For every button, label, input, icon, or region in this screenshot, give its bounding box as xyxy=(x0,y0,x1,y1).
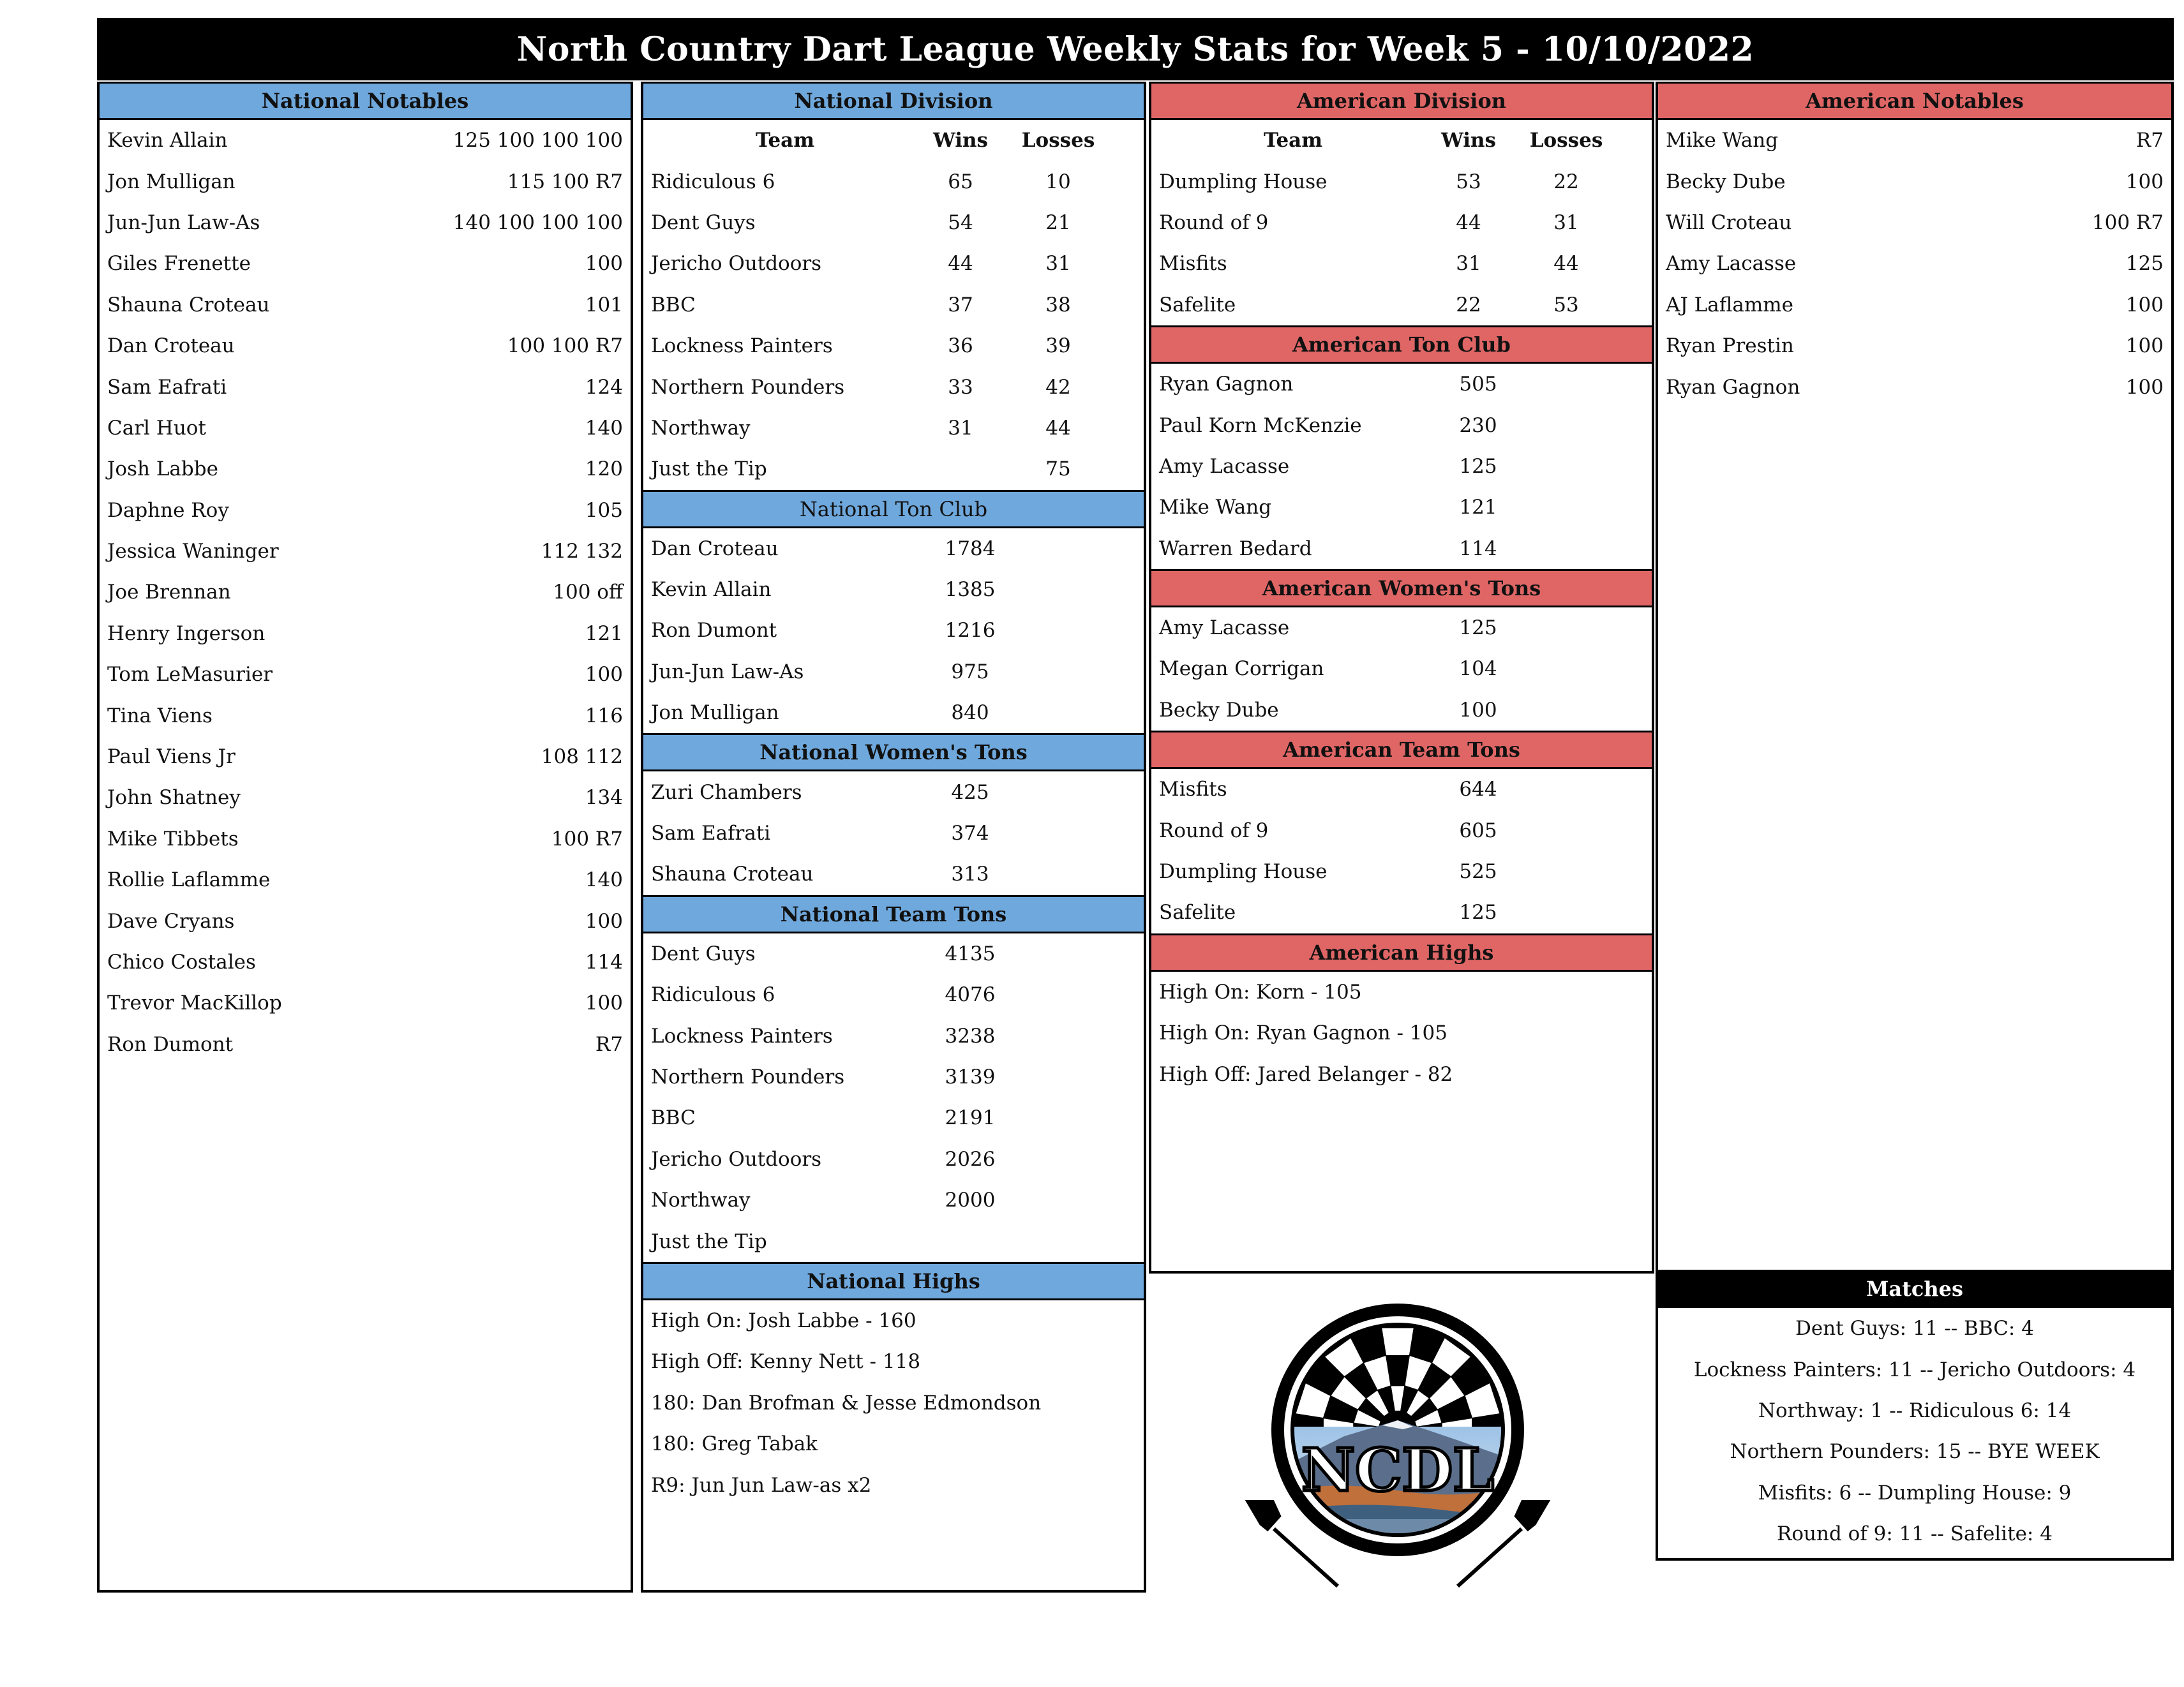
losses-column-header: Losses xyxy=(1529,129,1603,152)
stat-value: 644 xyxy=(1459,778,1497,801)
stat-value: 3238 xyxy=(945,1024,996,1048)
american-division-header: American Division xyxy=(1151,82,1652,120)
stat-value: 134 xyxy=(585,786,623,810)
american-highs-list xyxy=(1151,972,1652,1095)
list-item xyxy=(1151,364,1652,405)
list-item xyxy=(643,692,1144,733)
table-row xyxy=(643,449,1144,489)
player-name: Dave Cryans xyxy=(107,909,235,933)
dartboard-logo-icon xyxy=(1236,1299,1560,1593)
player-name: Dan Croteau xyxy=(651,537,779,560)
player-name: Jon Mulligan xyxy=(651,701,779,725)
losses-value: 44 xyxy=(1553,252,1579,276)
player-name: Paul Viens Jr xyxy=(107,745,236,769)
list-item xyxy=(100,736,631,777)
list-item xyxy=(1658,285,2171,325)
losses-value: 38 xyxy=(1045,293,1071,316)
national-ton-club-header: National Ton Club xyxy=(643,490,1144,528)
table-row xyxy=(1151,161,1652,202)
list-item xyxy=(100,777,631,818)
losses-value: 53 xyxy=(1553,293,1579,316)
list-item xyxy=(1151,690,1652,731)
player-name: Will Croteau xyxy=(1666,211,1792,234)
list-item xyxy=(1151,769,1652,810)
team-name: Northway xyxy=(651,416,751,440)
list-item: High Off: Kenny Nett - 118 xyxy=(651,1350,921,1374)
losses-value: 31 xyxy=(1045,252,1071,276)
list-item xyxy=(643,1180,1144,1221)
player-name: Henry Ingerson xyxy=(107,621,266,645)
stat-value: 100 xyxy=(585,663,623,687)
stat-value: 125 xyxy=(1459,454,1497,478)
player-name: Becky Dube xyxy=(1159,698,1279,722)
stat-value: R7 xyxy=(595,1032,623,1056)
american-ton-club-header: American Ton Club xyxy=(1151,325,1652,364)
stat-value: 840 xyxy=(951,701,989,725)
player-name: Megan Corrigan xyxy=(1159,657,1324,681)
stat-value: 100 off xyxy=(553,581,623,604)
losses-value: 22 xyxy=(1553,170,1579,193)
stat-value: 100 xyxy=(2125,334,2164,358)
team-name: Just the Tip xyxy=(651,457,767,481)
national-notables-header: National Notables xyxy=(100,82,631,120)
logo-text: NCDL xyxy=(1301,1436,1494,1505)
player-name: Ron Dumont xyxy=(107,1032,234,1056)
losses-value: 44 xyxy=(1045,416,1071,440)
list-item xyxy=(1151,607,1652,648)
national-team-tons-list xyxy=(643,933,1144,1262)
player-name: Kevin Allain xyxy=(651,578,772,602)
american-notables-header: American Notables xyxy=(1658,82,2171,120)
player-name: Warren Bedard xyxy=(1159,537,1312,560)
list-item: 180: Dan Brofman & Jesse Edmondson xyxy=(651,1391,1042,1415)
player-name: Round of 9 xyxy=(1159,819,1269,842)
player-name: Ryan Prestin xyxy=(1666,334,1794,358)
stat-value: 100 R7 xyxy=(2091,211,2164,234)
list-item xyxy=(100,654,631,695)
national-womens-tons-header: National Women's Tons xyxy=(643,733,1144,771)
national-highs-list xyxy=(643,1300,1144,1506)
national-division-column-headers xyxy=(643,120,1144,161)
list-item xyxy=(1658,202,2171,243)
player-name: Jun-Jun Law-As xyxy=(651,660,804,683)
american-team-tons-list xyxy=(1151,769,1652,933)
matches-header: Matches xyxy=(1656,1270,2174,1308)
stat-value: 140 xyxy=(585,868,623,892)
player-name: Jun-Jun Law-As xyxy=(107,211,260,234)
team-column-header: Team xyxy=(1263,129,1323,152)
stat-value: 125 100 100 100 xyxy=(453,129,623,152)
list-item xyxy=(100,408,631,449)
stat-value: 505 xyxy=(1459,373,1497,396)
player-name: Trevor MacKillop xyxy=(107,992,282,1015)
player-name: Sam Eafrati xyxy=(651,822,771,845)
stat-value: 112 132 xyxy=(541,540,623,563)
wins-value: 37 xyxy=(948,293,973,316)
player-name: Mike Wang xyxy=(1159,496,1272,519)
player-name: Amy Lacasse xyxy=(1159,616,1290,640)
stat-value: 121 xyxy=(585,621,623,645)
team-name: Safelite xyxy=(1159,293,1236,316)
player-name: Jericho Outdoors xyxy=(651,1147,822,1171)
list-item xyxy=(100,120,631,161)
stat-value: R7 xyxy=(2135,129,2164,152)
stat-value: 100 xyxy=(585,252,623,276)
list-item xyxy=(643,813,1144,854)
stat-value: 2026 xyxy=(945,1147,996,1171)
list-item xyxy=(643,974,1144,1015)
player-name: Tom LeMasurier xyxy=(107,663,273,687)
player-name: Northway xyxy=(651,1189,751,1212)
american-highs-header: American Highs xyxy=(1151,933,1652,972)
stat-value: 230 xyxy=(1459,413,1497,437)
american-division-column-headers xyxy=(1151,120,1652,161)
stat-value: 120 xyxy=(585,457,623,481)
losses-value: 21 xyxy=(1045,211,1071,234)
stat-value: 100 xyxy=(2125,170,2164,193)
list-item xyxy=(100,900,631,941)
player-name: Josh Labbe xyxy=(107,457,218,481)
matches-list xyxy=(1656,1308,2174,1554)
team-name: Round of 9 xyxy=(1159,211,1269,234)
stat-value: 100 xyxy=(1459,698,1497,722)
list-item xyxy=(100,161,631,202)
stat-value: 374 xyxy=(951,822,989,845)
player-name: Dan Croteau xyxy=(107,334,235,358)
player-name: Northern Pounders xyxy=(651,1066,845,1089)
player-name: AJ Laflamme xyxy=(1666,293,1794,316)
table-row xyxy=(643,366,1144,407)
list-item xyxy=(1151,446,1652,487)
stat-value: 100 xyxy=(2125,293,2164,316)
losses-value: 42 xyxy=(1045,375,1071,399)
team-column-header: Team xyxy=(755,129,815,152)
stat-value: 100 xyxy=(2125,375,2164,399)
list-item: Northern Pounders: 15 -- BYE WEEK xyxy=(1730,1440,2100,1464)
losses-column-header: Losses xyxy=(1021,129,1095,152)
list-item xyxy=(1151,528,1652,569)
wins-value: 31 xyxy=(948,416,973,440)
list-item xyxy=(100,490,631,531)
stat-value: 605 xyxy=(1459,819,1497,842)
stat-value: 100 xyxy=(585,992,623,1015)
stat-value: 100 xyxy=(585,909,623,933)
player-name: Jon Mulligan xyxy=(107,170,236,193)
player-name: Carl Huot xyxy=(107,416,206,440)
list-item xyxy=(1658,325,2171,366)
list-item xyxy=(1658,161,2171,202)
national-notables-list xyxy=(100,120,631,1065)
wins-value: 65 xyxy=(948,170,973,193)
stat-value: 313 xyxy=(951,863,989,886)
table-row xyxy=(643,243,1144,284)
player-name: Dent Guys xyxy=(651,942,756,965)
player-name: Ridiculous 6 xyxy=(651,983,775,1007)
list-item xyxy=(643,651,1144,692)
table-row xyxy=(1151,243,1652,284)
player-name: Giles Frenette xyxy=(107,252,251,276)
stat-value: 1385 xyxy=(945,578,996,602)
player-name: Ryan Gagnon xyxy=(1159,373,1294,396)
list-item xyxy=(1151,487,1652,528)
list-item: High On: Josh Labbe - 160 xyxy=(651,1309,916,1332)
stat-value: 114 xyxy=(585,951,623,974)
matches-section xyxy=(1656,1270,2174,1554)
american-ton-club-list xyxy=(1151,364,1652,569)
player-name: Amy Lacasse xyxy=(1666,252,1797,276)
list-item: High Off: Jared Belanger - 82 xyxy=(1159,1062,1453,1086)
list-item xyxy=(100,285,631,325)
list-item xyxy=(100,983,631,1023)
player-name: BBC xyxy=(651,1106,696,1130)
player-name: Misfits xyxy=(1159,778,1227,801)
team-name: Dent Guys xyxy=(651,211,756,234)
list-item xyxy=(1151,851,1652,892)
stat-value: 124 xyxy=(585,375,623,399)
list-item xyxy=(100,613,631,654)
player-name: Ryan Gagnon xyxy=(1666,375,1800,399)
player-name: Kevin Allain xyxy=(107,129,228,152)
losses-value: 31 xyxy=(1553,211,1579,234)
stat-value: 115 100 R7 xyxy=(507,170,623,193)
stat-value: 100 100 R7 xyxy=(507,334,623,358)
list-item xyxy=(100,366,631,407)
american-team-tons-header: American Team Tons xyxy=(1151,731,1652,769)
team-name: Northern Pounders xyxy=(651,375,845,399)
stat-value: 125 xyxy=(2125,252,2164,276)
wins-value: 31 xyxy=(1456,252,1481,276)
list-item xyxy=(643,933,1144,974)
stat-value: 4135 xyxy=(945,942,996,965)
list-item xyxy=(643,854,1144,895)
stat-value: 101 xyxy=(585,293,623,316)
player-name: Chico Costales xyxy=(107,951,256,974)
stat-value: 1216 xyxy=(945,619,996,643)
wins-value: 22 xyxy=(1456,293,1481,316)
wins-column-header: Wins xyxy=(1440,129,1497,152)
table-row xyxy=(643,161,1144,202)
stat-value: 114 xyxy=(1459,537,1497,560)
list-item xyxy=(1658,243,2171,284)
player-name: Tina Viens xyxy=(107,704,213,727)
team-name: Dumpling House xyxy=(1159,170,1328,193)
player-name: Mike Tibbets xyxy=(107,827,239,851)
table-row xyxy=(1151,202,1652,243)
list-item xyxy=(100,531,631,572)
stat-value: 425 xyxy=(951,780,989,804)
list-item xyxy=(643,1015,1144,1056)
player-name: Lockness Painters xyxy=(651,1024,833,1048)
player-name: Amy Lacasse xyxy=(1159,454,1290,478)
list-item: Lockness Painters: 11 -- Jericho Outdoors: 4 xyxy=(1693,1358,2136,1381)
table-row xyxy=(643,325,1144,366)
national-division-header: National Division xyxy=(643,82,1144,120)
wins-value: 44 xyxy=(948,252,973,276)
player-name: Mike Wang xyxy=(1666,129,1779,152)
list-item: Round of 9: 11 -- Safelite: 4 xyxy=(1777,1522,2053,1546)
list-item xyxy=(1151,648,1652,689)
list-item xyxy=(643,1057,1144,1097)
national-panel xyxy=(641,82,1146,1593)
list-item xyxy=(643,1221,1144,1261)
player-name: Shauna Croteau xyxy=(651,863,814,886)
stat-value: 100 R7 xyxy=(551,827,623,851)
american-notables-panel xyxy=(1656,82,2174,1561)
table-row xyxy=(643,202,1144,243)
player-name: Shauna Croteau xyxy=(107,293,270,316)
national-division-table xyxy=(643,161,1144,489)
player-name: Safelite xyxy=(1159,901,1236,925)
stat-value: 125 xyxy=(1459,616,1497,640)
list-item xyxy=(643,528,1144,569)
list-item xyxy=(643,610,1144,651)
wins-value: 54 xyxy=(948,211,973,234)
list-item xyxy=(100,695,631,736)
player-name: Sam Eafrati xyxy=(107,375,227,399)
stat-value: 3139 xyxy=(945,1066,996,1089)
list-item xyxy=(100,243,631,284)
stat-value: 108 112 xyxy=(541,745,623,769)
list-item xyxy=(100,819,631,859)
list-item xyxy=(1151,892,1652,933)
team-name: Misfits xyxy=(1159,252,1227,276)
stat-value: 1784 xyxy=(945,537,996,560)
wins-column-header: Wins xyxy=(932,129,989,152)
player-name: Ron Dumont xyxy=(651,619,777,643)
player-name: Daphne Roy xyxy=(107,498,229,522)
stat-value: 116 xyxy=(585,704,623,727)
list-item xyxy=(1658,120,2171,161)
stat-value: 105 xyxy=(585,498,623,522)
wins-value: 44 xyxy=(1456,211,1481,234)
player-name: Just the Tip xyxy=(651,1230,767,1253)
list-item xyxy=(100,1024,631,1065)
list-item xyxy=(100,942,631,983)
player-name: John Shatney xyxy=(107,786,241,810)
stat-value: 525 xyxy=(1459,860,1497,884)
list-item: High On: Ryan Gagnon - 105 xyxy=(1159,1022,1447,1045)
stat-value: 975 xyxy=(951,660,989,683)
wins-value: 36 xyxy=(948,334,973,358)
list-item xyxy=(643,1139,1144,1180)
page-title: North Country Dart League Weekly Stats for Week 5 - 10/10/2022 xyxy=(97,18,2174,80)
stat-value: 2000 xyxy=(945,1189,996,1212)
list-item xyxy=(643,771,1144,812)
team-name: BBC xyxy=(651,293,696,316)
list-item: 180: Greg Tabak xyxy=(651,1432,818,1456)
stat-value: 104 xyxy=(1459,657,1497,681)
list-item xyxy=(100,859,631,900)
american-womens-tons-header: American Women's Tons xyxy=(1151,569,1652,607)
list-item xyxy=(100,202,631,243)
american-womens-tons-list xyxy=(1151,607,1652,731)
list-item xyxy=(643,569,1144,610)
player-name: Jessica Waninger xyxy=(107,540,279,563)
team-name: Jericho Outdoors xyxy=(651,252,822,276)
list-item: Misfits: 6 -- Dumpling House: 9 xyxy=(1758,1481,2072,1505)
player-name: Becky Dube xyxy=(1666,170,1786,193)
stat-value: 2191 xyxy=(945,1106,996,1130)
national-ton-club-list xyxy=(643,528,1144,734)
list-item xyxy=(1151,405,1652,445)
losses-value: 75 xyxy=(1045,457,1071,481)
stat-value: 121 xyxy=(1459,496,1497,519)
table-row xyxy=(643,408,1144,449)
list-item xyxy=(1151,810,1652,851)
table-row xyxy=(1151,285,1652,325)
player-name: Rollie Laflamme xyxy=(107,868,271,892)
stat-value: 125 xyxy=(1459,901,1497,925)
national-team-tons-header: National Team Tons xyxy=(643,895,1144,933)
american-notables-list xyxy=(1658,120,2171,408)
player-name: Joe Brennan xyxy=(107,581,231,604)
list-item xyxy=(643,1097,1144,1138)
american-division-table xyxy=(1151,161,1652,325)
list-item: R9: Jun Jun Law-as x2 xyxy=(651,1473,872,1497)
wins-value: 53 xyxy=(1456,170,1481,193)
stat-value: 4076 xyxy=(945,983,996,1007)
list-item: Northway: 1 -- Ridiculous 6: 14 xyxy=(1758,1399,2072,1422)
player-name: Paul Korn McKenzie xyxy=(1159,413,1362,437)
national-womens-tons-list xyxy=(643,771,1144,895)
player-name: Dumpling House xyxy=(1159,860,1328,884)
table-row xyxy=(643,285,1144,325)
dartboard-segment xyxy=(1382,1328,1414,1355)
national-highs-header: National Highs xyxy=(643,1262,1144,1300)
stat-value: 140 xyxy=(585,416,623,440)
team-name: Ridiculous 6 xyxy=(651,170,775,193)
wins-value: 33 xyxy=(948,375,973,399)
national-notables-panel xyxy=(97,82,633,1593)
list-item: Dent Guys: 11 -- BBC: 4 xyxy=(1795,1317,2034,1341)
stat-value: 140 100 100 100 xyxy=(453,211,623,234)
list-item xyxy=(100,325,631,366)
list-item xyxy=(1658,366,2171,407)
losses-value: 39 xyxy=(1045,334,1071,358)
team-name: Lockness Painters xyxy=(651,334,833,358)
losses-value: 10 xyxy=(1045,170,1071,193)
list-item xyxy=(100,572,631,613)
american-panel xyxy=(1149,82,1654,1274)
player-name: Zuri Chambers xyxy=(651,780,802,804)
list-item xyxy=(100,449,631,489)
list-item: High On: Korn - 105 xyxy=(1159,980,1362,1004)
